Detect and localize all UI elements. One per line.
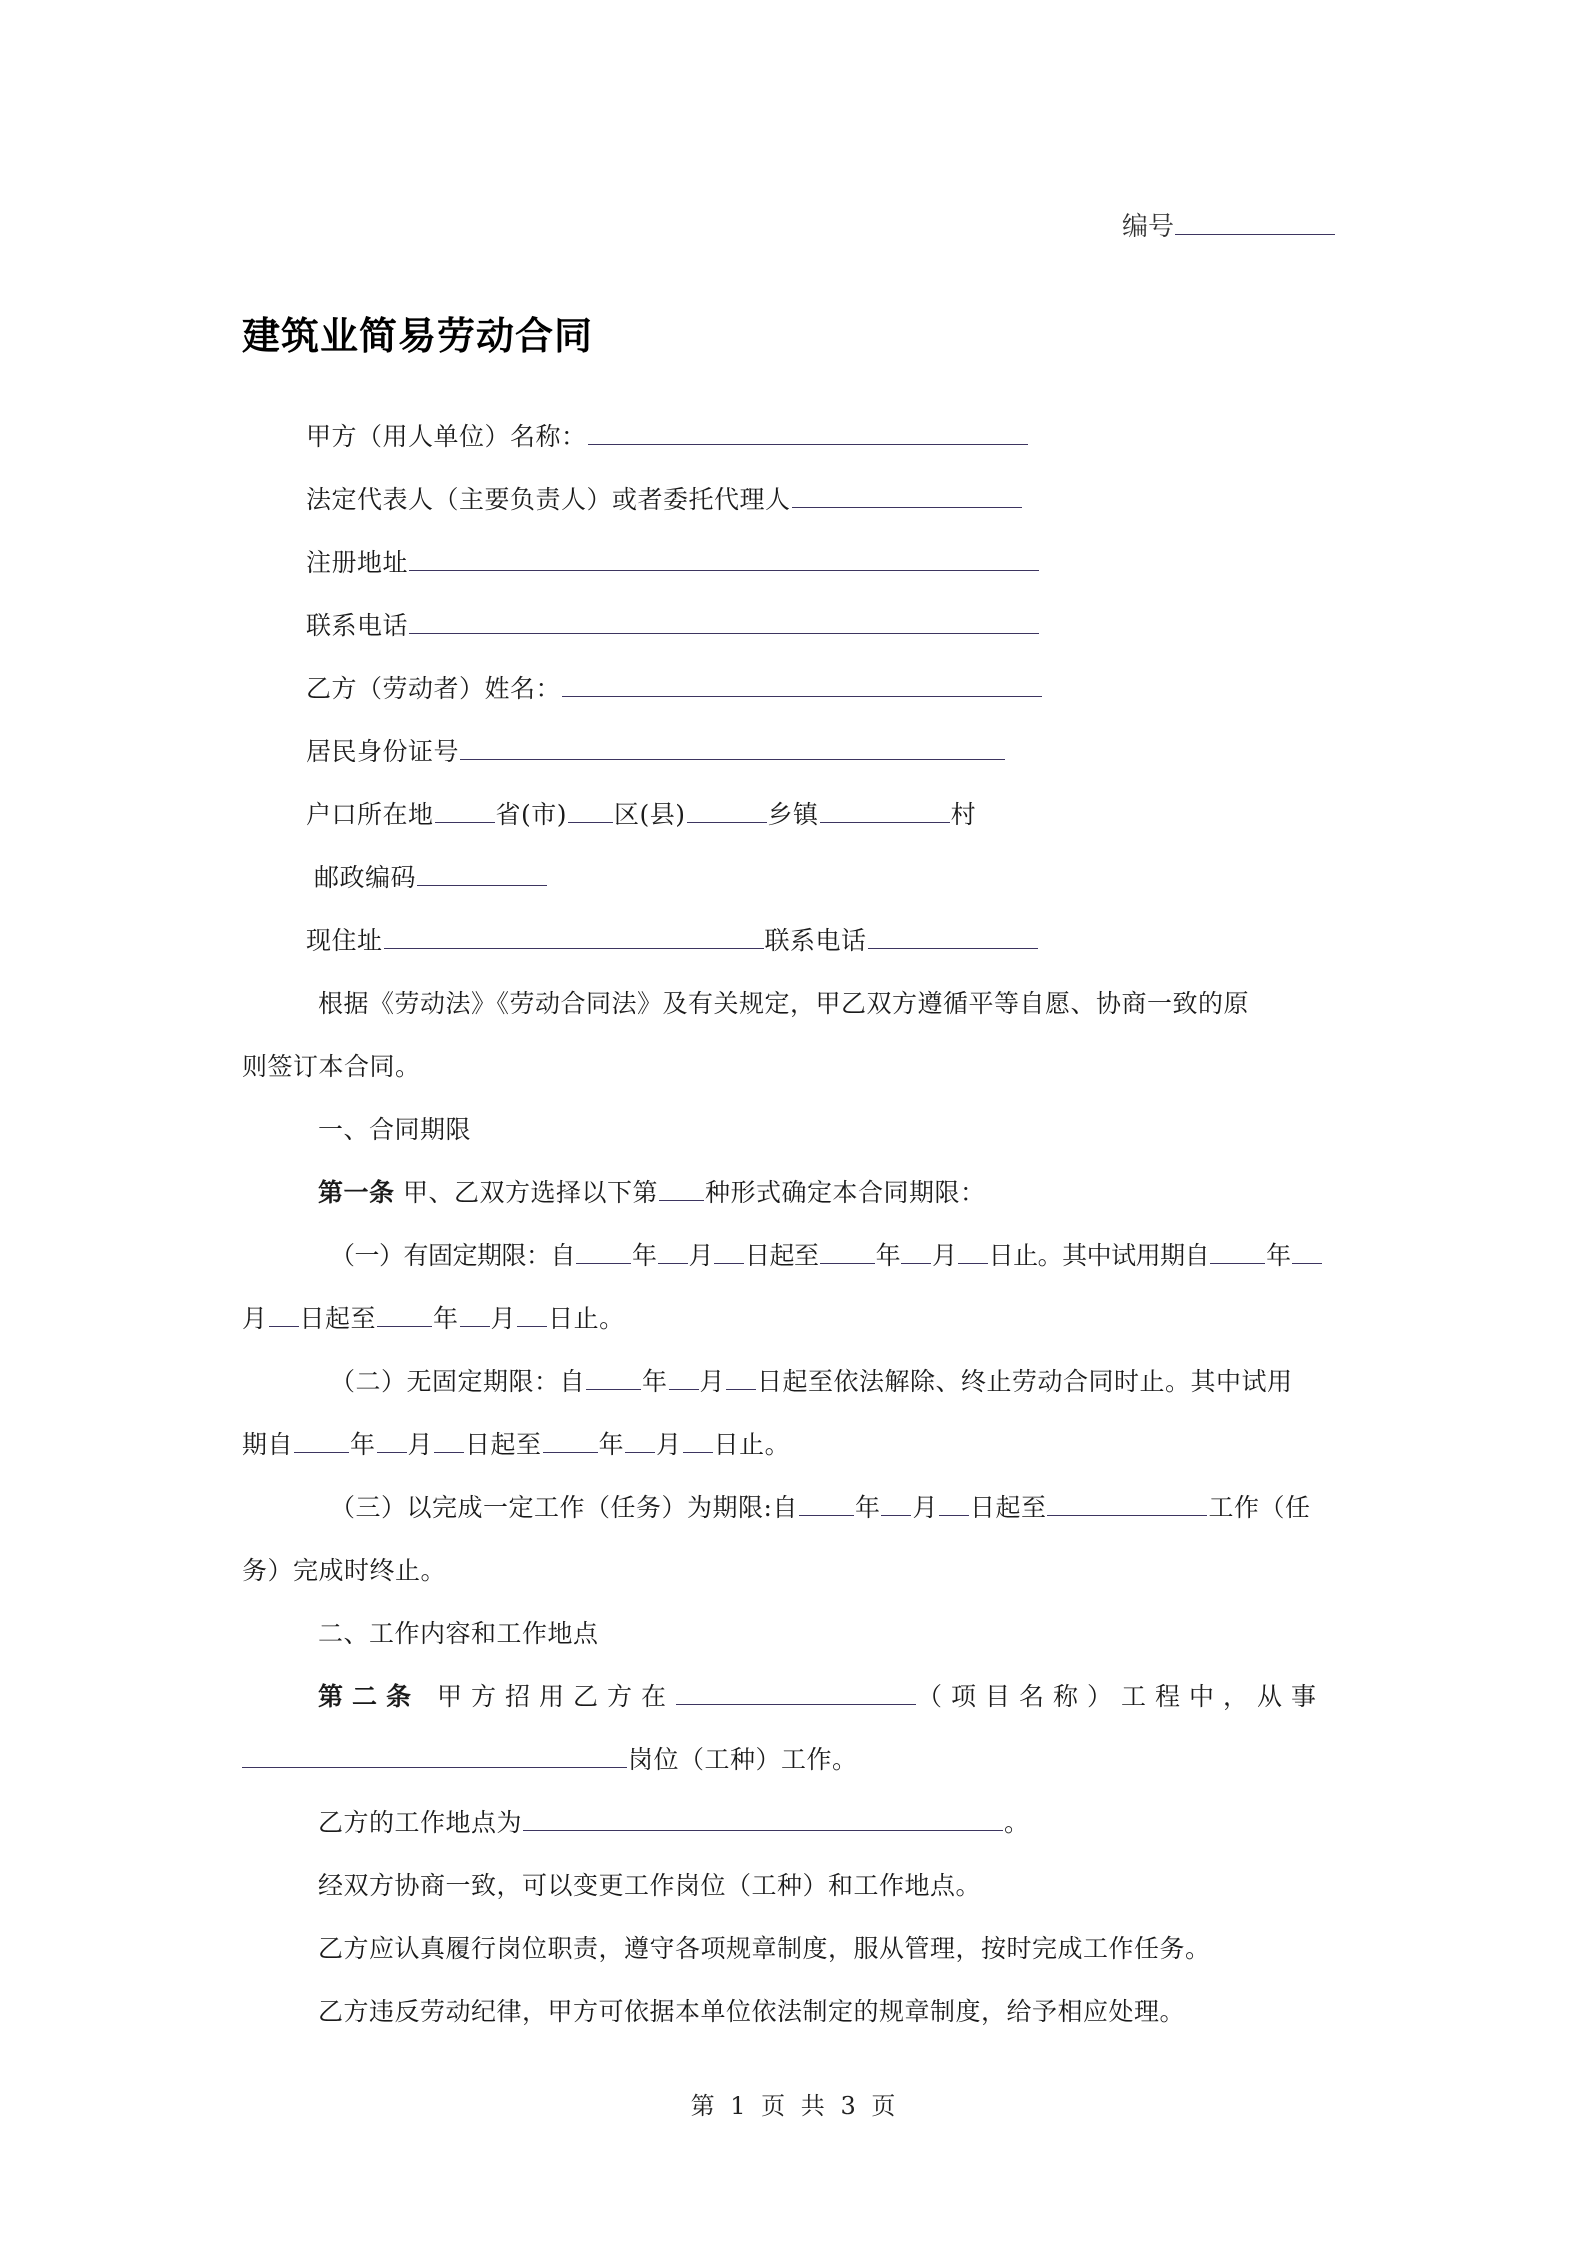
opt2-probation-end-month-blank[interactable] (625, 1428, 655, 1453)
opt1-end-month-blank[interactable] (901, 1239, 931, 1264)
option-3-line-1 (330, 1491, 1311, 1525)
district-label: 区(县) (614, 800, 686, 829)
serial-number-field (1122, 206, 1336, 243)
opt1-probation-end-month-blank[interactable] (460, 1302, 490, 1327)
work-location-blank[interactable] (523, 1806, 1003, 1831)
month-label: 月 (490, 1304, 517, 1333)
month-label: 月 (932, 1241, 957, 1270)
party-a-name-label: 甲方（用人单位）名称： (306, 422, 587, 451)
opt1-end-day-blank[interactable] (958, 1239, 988, 1264)
article-2-line-2 (242, 1743, 858, 1777)
end-label: 日止。 (988, 1241, 1063, 1270)
option-2-rest: 日起至依法解除、终止劳动合同时止。其中试用 (757, 1367, 1293, 1396)
opt1-start-year-blank[interactable] (576, 1239, 631, 1264)
village-blank[interactable] (820, 798, 950, 823)
village-label: 村 (950, 800, 977, 829)
option-2-prefix: （二）无固定期限：自 (330, 1367, 586, 1396)
section-2-para-2: 乙方应认真履行岗位职责，遵守各项规章制度，服从管理，按时完成工作任务。 (318, 1934, 1211, 1963)
party-a-legal-rep-row (306, 483, 1023, 517)
party-a-address-blank[interactable] (409, 546, 1039, 571)
opt1-probation-start-day-blank[interactable] (269, 1302, 299, 1327)
party-b-residence-row (306, 924, 1039, 958)
option-3-line-2: 务）完成时终止。 (242, 1556, 447, 1585)
opt2-probation-start-day-blank[interactable] (434, 1428, 464, 1453)
option-2-cont-prefix: 期自 (242, 1430, 294, 1459)
party-b-name-blank[interactable] (562, 672, 1042, 697)
page-current: 1 (730, 2092, 746, 2120)
month-label: 月 (407, 1430, 434, 1459)
residence-label: 现住址 (306, 926, 383, 955)
month-label: 月 (912, 1493, 938, 1522)
year-label: 年 (433, 1304, 459, 1333)
opt2-start-day-blank[interactable] (726, 1365, 756, 1390)
party-b-name-label: 乙方（劳动者）姓名： (306, 674, 562, 703)
opt3-start-year-blank[interactable] (799, 1491, 854, 1516)
preamble-line-2: 则签订本合同。 (242, 1052, 421, 1081)
article-2-text-a: 甲方招用乙方在 (436, 1682, 675, 1711)
opt1-probation-start-year-blank[interactable] (1210, 1239, 1265, 1264)
article-2-text-b: （项目名称）工程中，从事 (916, 1682, 1325, 1711)
month-label: 月 (656, 1430, 682, 1459)
hukou-label: 户口所在地 (306, 800, 434, 829)
project-name-blank[interactable] (676, 1680, 916, 1705)
opt2-start-year-blank[interactable] (586, 1365, 641, 1390)
option-3-work-a: 工作（任 (1208, 1493, 1311, 1522)
from-label: 日起至 (969, 1493, 1047, 1522)
section-1-heading: 一、合同期限 (318, 1115, 472, 1144)
opt3-start-day-blank[interactable] (939, 1491, 969, 1516)
opt2-probation-end-day-blank[interactable] (683, 1428, 713, 1453)
month-label: 月 (242, 1304, 268, 1333)
opt1-start-day-blank[interactable] (714, 1239, 744, 1264)
party-b-id-row (306, 735, 1006, 769)
party-b-phone-blank[interactable] (868, 924, 1038, 949)
party-b-postcode-row (314, 861, 548, 895)
month-label: 月 (699, 1367, 726, 1396)
district-blank[interactable] (568, 798, 613, 823)
year-label: 年 (854, 1493, 881, 1522)
article-1 (318, 1176, 986, 1210)
option-2-line-1 (330, 1365, 1293, 1399)
article-1-text-b: 种形式确定本合同期限： (704, 1178, 986, 1207)
page-mid: 页 共 (761, 2092, 825, 2120)
opt1-probation-start-month-blank[interactable] (1292, 1239, 1322, 1264)
year-label: 年 (1266, 1241, 1291, 1270)
year-label: 年 (350, 1430, 376, 1459)
option-1-prefix: （一）有固定期限：自 (330, 1241, 576, 1270)
serial-label: 编号 (1122, 212, 1175, 242)
serial-blank[interactable] (1175, 210, 1335, 235)
opt2-start-month-blank[interactable] (669, 1365, 699, 1390)
period: 。 (1004, 1808, 1030, 1837)
opt1-end-year-blank[interactable] (820, 1239, 875, 1264)
end-label: 日止。 (548, 1304, 625, 1333)
article-1-label: 第一条 (318, 1178, 395, 1207)
township-label: 乡镇 (767, 800, 819, 829)
article-2-line-1 (318, 1680, 1325, 1714)
option-3-prefix: （三）以完成一定工作（任务）为期限:自 (330, 1493, 798, 1522)
residence-blank[interactable] (384, 924, 764, 949)
opt1-probation-end-day-blank[interactable] (517, 1302, 547, 1327)
opt3-start-month-blank[interactable] (881, 1491, 911, 1516)
opt2-probation-start-month-blank[interactable] (377, 1428, 407, 1453)
section-2-para-3: 乙方违反劳动纪律，甲方可依据本单位依法制定的规章制度，给予相应处理。 (318, 1997, 1186, 2026)
party-a-name-row (306, 420, 1029, 454)
document-title: 建筑业简易劳动合同 (242, 314, 594, 358)
page-suffix: 页 (871, 2092, 896, 2120)
party-a-phone-label: 联系电话 (306, 611, 409, 640)
opt1-start-month-blank[interactable] (658, 1239, 688, 1264)
party-a-legal-rep-label: 法定代表人（主要负责人）或者委托代理人 (306, 485, 791, 514)
article-1-text-a: 甲、乙双方选择以下第 (402, 1178, 658, 1207)
work-location-row (318, 1806, 1030, 1840)
article-2-text-c: 岗位（工种）工作。 (628, 1745, 858, 1774)
from-label: 日起至 (465, 1430, 542, 1459)
opt3-work-blank[interactable] (1047, 1491, 1207, 1516)
month-label: 月 (688, 1241, 714, 1270)
from-label: 日起至 (745, 1241, 819, 1270)
township-blank[interactable] (687, 798, 767, 823)
year-label: 年 (632, 1241, 657, 1270)
party-b-name-row (306, 672, 1043, 706)
postcode-blank[interactable] (417, 861, 547, 886)
from-label: 日起至 (299, 1304, 377, 1333)
opt2-probation-end-year-blank[interactable] (543, 1428, 598, 1453)
section-2-para-1: 经双方协商一致，可以变更工作岗位（工种）和工作地点。 (318, 1871, 982, 1900)
province-blank[interactable] (435, 798, 495, 823)
page-footer (0, 2086, 1586, 2121)
party-a-address-label: 注册地址 (306, 548, 409, 577)
work-location-label: 乙方的工作地点为 (318, 1808, 523, 1837)
section-2-heading: 二、工作内容和工作地点 (318, 1619, 599, 1648)
province-label: 省(市) (495, 800, 568, 829)
year-label: 年 (875, 1241, 901, 1270)
party-b-hukou-row (306, 798, 976, 832)
page-prefix: 第 (690, 2092, 715, 2120)
option-2-line-2 (242, 1428, 790, 1462)
party-a-name-blank[interactable] (588, 420, 1028, 445)
postcode-label: 邮政编码 (314, 863, 417, 892)
party-a-legal-rep-blank[interactable] (792, 483, 1022, 508)
term-type-blank[interactable] (659, 1176, 704, 1201)
option-1-line-1 (330, 1239, 1323, 1273)
probation-label: 其中试用期自 (1062, 1241, 1210, 1270)
page-total: 3 (840, 2092, 856, 2120)
option-1-line-2 (242, 1302, 625, 1336)
party-b-id-blank[interactable] (460, 735, 1005, 760)
party-a-phone-row (306, 609, 1040, 643)
preamble-line-1: 根据《劳动法》《劳动合同法》及有关规定，甲乙双方遵循平等自愿、协商一致的原 (318, 989, 1250, 1018)
party-a-phone-blank[interactable] (409, 609, 1039, 634)
position-blank[interactable] (242, 1743, 627, 1768)
party-b-phone-label: 联系电话 (764, 926, 867, 955)
end-label: 日止。 (713, 1430, 791, 1459)
party-a-address-row (306, 546, 1040, 580)
opt1-probation-end-year-blank[interactable] (377, 1302, 432, 1327)
party-b-id-label: 居民身份证号 (306, 737, 460, 766)
opt2-probation-start-year-blank[interactable] (294, 1428, 349, 1453)
year-label: 年 (598, 1430, 625, 1459)
year-label: 年 (642, 1367, 668, 1396)
article-2-label: 第二条 (318, 1682, 421, 1711)
